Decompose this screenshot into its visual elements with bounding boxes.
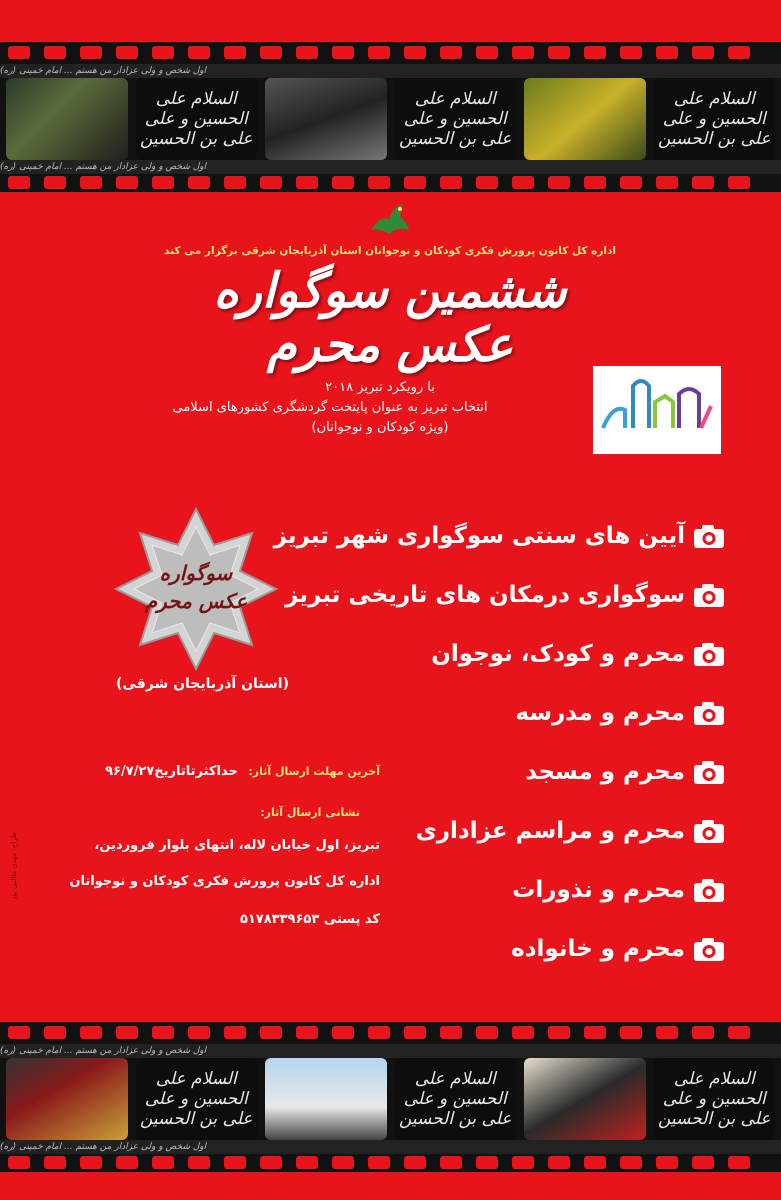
calligraphy-text: السلام علی الحسین و علی علی بن الحسین (657, 1069, 771, 1129)
calligraphy-text: السلام علی الحسین و علی علی بن الحسین (398, 89, 512, 149)
emblem-text-line-1: سوگواره (159, 561, 233, 585)
deadline (60, 764, 380, 779)
camera-icon (693, 523, 725, 549)
topic-item (255, 683, 725, 742)
topic-text: سوگواری درمکان های تاریخی تبریز (285, 581, 685, 608)
address-label: نشانی ارسال آثار: (260, 806, 360, 819)
calligraphy-text: السلام علی الحسین و علی علی بن الحسین (139, 1069, 253, 1129)
address-line-2: اداره کل کانون پرورش فکری کودکان و نوجوانان (69, 874, 380, 889)
deadline-label: آخرین مهلت ارسال آثار: (248, 765, 380, 778)
film-holes (0, 172, 781, 192)
photo-frame (524, 1058, 646, 1140)
film-caption-row: اول شخص و ولی عزادار من هستم ... امام خمینی (ره) (0, 160, 781, 174)
film-frames (6, 78, 775, 160)
film-frames (6, 1058, 775, 1140)
film-holes (0, 42, 781, 62)
topic-list (255, 506, 725, 978)
calligraphy-frame (395, 1058, 517, 1140)
selection-line: انتخاب تبریز به عنوان پایتخت گردشگری کشورهای اسلامی (172, 400, 488, 415)
photo-frame (6, 1058, 128, 1140)
film-strip-top (0, 42, 781, 192)
emblem-text-line-2: عکس محرم (144, 589, 248, 613)
topic-text: محرم و کودک، نوجوان (431, 640, 685, 667)
postal-code: کد پستی ۵۱۷۸۳۳۹۶۵۳ (239, 912, 380, 927)
film-strip-bottom (0, 1022, 781, 1172)
topic-item (255, 506, 725, 565)
topic-item (255, 565, 725, 624)
camera-icon (693, 582, 725, 608)
topic-text: محرم و مسجد (525, 758, 685, 785)
photo-frame (265, 78, 387, 160)
photo-frame (6, 78, 128, 160)
topic-item (255, 919, 725, 978)
topic-text: محرم و خانواده (511, 935, 685, 962)
camera-icon (693, 818, 725, 844)
approach-line: با رویکرد تبریز ۲۰۱۸ (325, 380, 435, 395)
camera-icon (693, 877, 725, 903)
designer-credit: طراح: مهدی طالبی پور (10, 832, 18, 900)
film-caption-row: اول شخص و ولی عزادار من هستم ... امام خمینی (ره) (0, 64, 781, 78)
film-caption-row: اول شخص و ولی عزادار من هستم ... امام خمینی (ره) (0, 1044, 781, 1058)
audience-line: (ویژه کودکان و نوجوانان) (311, 420, 449, 435)
camera-icon (693, 700, 725, 726)
topic-item (255, 860, 725, 919)
province-label: (استان آذربایجان شرقی) (116, 676, 289, 692)
calligraphy-frame (395, 78, 517, 160)
camera-icon (693, 641, 725, 667)
calligraphy-text: السلام علی الحسین و علی علی بن الحسین (139, 89, 253, 149)
calligraphy-frame (654, 1058, 776, 1140)
kanoon-bird-icon (367, 200, 411, 240)
calligraphy-frame (136, 78, 258, 160)
title-line-2: عکس محرم (267, 317, 513, 373)
film-caption-row: اول شخص و ولی عزادار من هستم ... امام خمینی (ره) (0, 1140, 781, 1154)
calligraphy-text: السلام علی الحسین و علی علی بن الحسین (398, 1069, 512, 1129)
topic-text: محرم و مدرسه (515, 699, 685, 726)
photo-frame (524, 78, 646, 160)
camera-icon (693, 936, 725, 962)
deadline-value: حداکثرتاتاریخ۹۶/۷/۲۷ (105, 764, 238, 779)
topic-text: آیین های سنتی سوگواری شهر تبریز (273, 522, 685, 549)
title-line-1: ششمین سوگواره (213, 263, 567, 319)
topic-item (255, 624, 725, 683)
calligraphy-text: السلام علی الحسین و علی علی بن الحسین (657, 89, 771, 149)
calligraphy-frame (654, 78, 776, 160)
address-line-1: تبریز، اول خیابان لاله، انتهای بلوار فروردین، (94, 838, 380, 853)
topic-text: محرم و نذورات (512, 876, 685, 903)
calligraphy-frame (136, 1058, 258, 1140)
page-title (150, 262, 630, 374)
topic-text: محرم و مراسم عزاداری (415, 817, 685, 844)
camera-icon (693, 759, 725, 785)
photo-frame (265, 1058, 387, 1140)
film-holes (0, 1022, 781, 1042)
organizer-line: اداره کل کانون پرورش فکری کودکان و نوجوانان استان آذربایجان شرقی برگزار می کند (164, 245, 616, 257)
film-holes (0, 1152, 781, 1172)
tabriz-2018-logo-icon (593, 366, 721, 454)
